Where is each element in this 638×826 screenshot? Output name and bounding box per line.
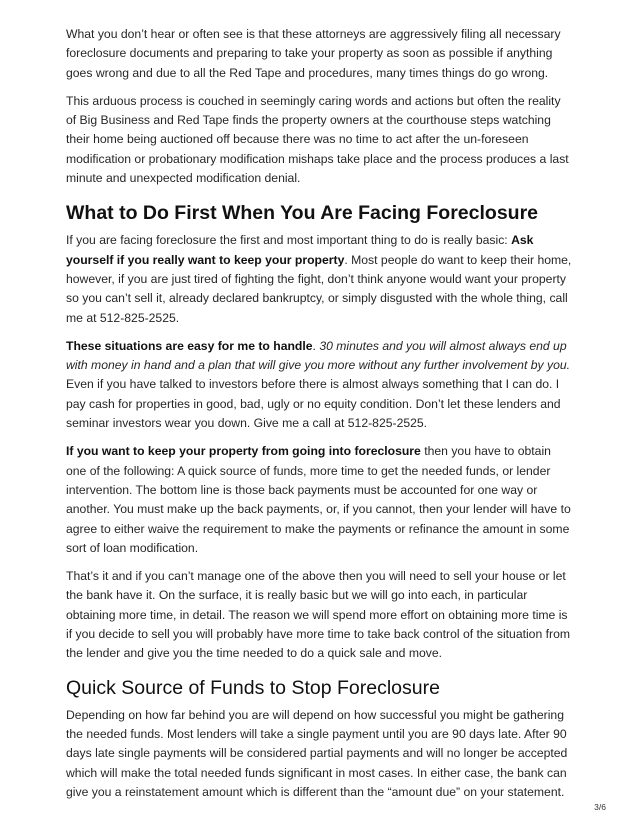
text-span: . Most people do want to keep their home, however, if you are just tired of fighting the fight, don’t think anyone would want your property so you can’t sell it, already declared bankruptcy, or simply disgusted with the whole thing, call me at 512-825-2525. bbox=[66, 252, 572, 325]
text-span: If you are facing foreclosure the first and most important thing to do is really basic: bbox=[66, 233, 512, 248]
heading-quick-source-of-funds: Quick Source of Funds to Stop Foreclosure bbox=[66, 676, 440, 699]
bold-text: If you want to keep your property from going into foreclosure bbox=[66, 444, 421, 459]
paragraph-easy-to-handle bbox=[66, 337, 574, 433]
paragraph-depending: Depending on how far behind you are will depend on how successful you might be gathering the needed funds. Most lenders will take a single payment until you are 90 days late. After 90 days late single payments will be considered partial payments and will no longer be accepted which will make the total needed funds significant in most cases. In either case, the bank can give you a reinstatement amount which is different than the “amount due” on your statement. bbox=[66, 707, 568, 799]
italic-text: 30 minutes and you will almost always end up with money in hand and a plan that will give you more without any further involvement by you. bbox=[66, 338, 571, 373]
bold-text: These situations are easy for me to handle bbox=[66, 338, 313, 353]
paragraph-arduous-process: This arduous process is couched in seemingly caring words and actions but often the reality of Big Business and Red Tape finds the property owners at the courthouse steps watching their home being auctioned off because there was no time to act after the un-foreseen modification or probationary modification mishaps take place and the process produces a last minute and unexpected modification denial. bbox=[66, 93, 569, 186]
paragraph-thats-it: That’s it and if you can’t manage one of the above then you will need to sell your house or let the bank have it. On the surface, it is really basic but we will go into each, in particular obtaining more time, in detail. The reason we will spend more effort on obtaining more time is if you decide to sell you will probably have more time to take back control of the situation from the lender and give you the time needed to do a quick sale and move. bbox=[66, 569, 571, 661]
paragraph-attorneys: What you don’t hear or often see is that these attorneys are aggressively filing all necessary foreclosure documents and preparing to take your property as soon as possible if anything goes wrong and due to all the Red Tape and procedures, many times things do go wrong. bbox=[66, 27, 561, 80]
bold-text: Ask yourself if you really want to keep your property bbox=[66, 233, 534, 267]
text-span: . bbox=[312, 338, 320, 353]
text-span: then you have to obtain one of the following: A quick source of funds, more time to get the needed funds, or lender intervention. The bottom line is those back payments must be accounted for one way or another. You must make up the back payments, or, if you cannot, then your lender will have to agree to either waive the requirement to make the payments or refinance the amount in some sort of loan modification. bbox=[66, 444, 571, 555]
text-span: Even if you have talked to investors before there is almost always something that I can do. I pay cash for properties in good, bad, ugly or no equity condition. Don’t let these lenders and seminar investors wear you down. Give me a call at 512-825-2525. bbox=[66, 377, 561, 431]
heading-what-to-do-first: What to Do First When You Are Facing Foreclosure bbox=[66, 202, 539, 225]
paragraph-facing-foreclosure bbox=[66, 231, 574, 327]
document-page bbox=[66, 25, 574, 811]
page-number: 3/6 bbox=[594, 802, 606, 812]
paragraph-keep-property bbox=[66, 442, 574, 558]
